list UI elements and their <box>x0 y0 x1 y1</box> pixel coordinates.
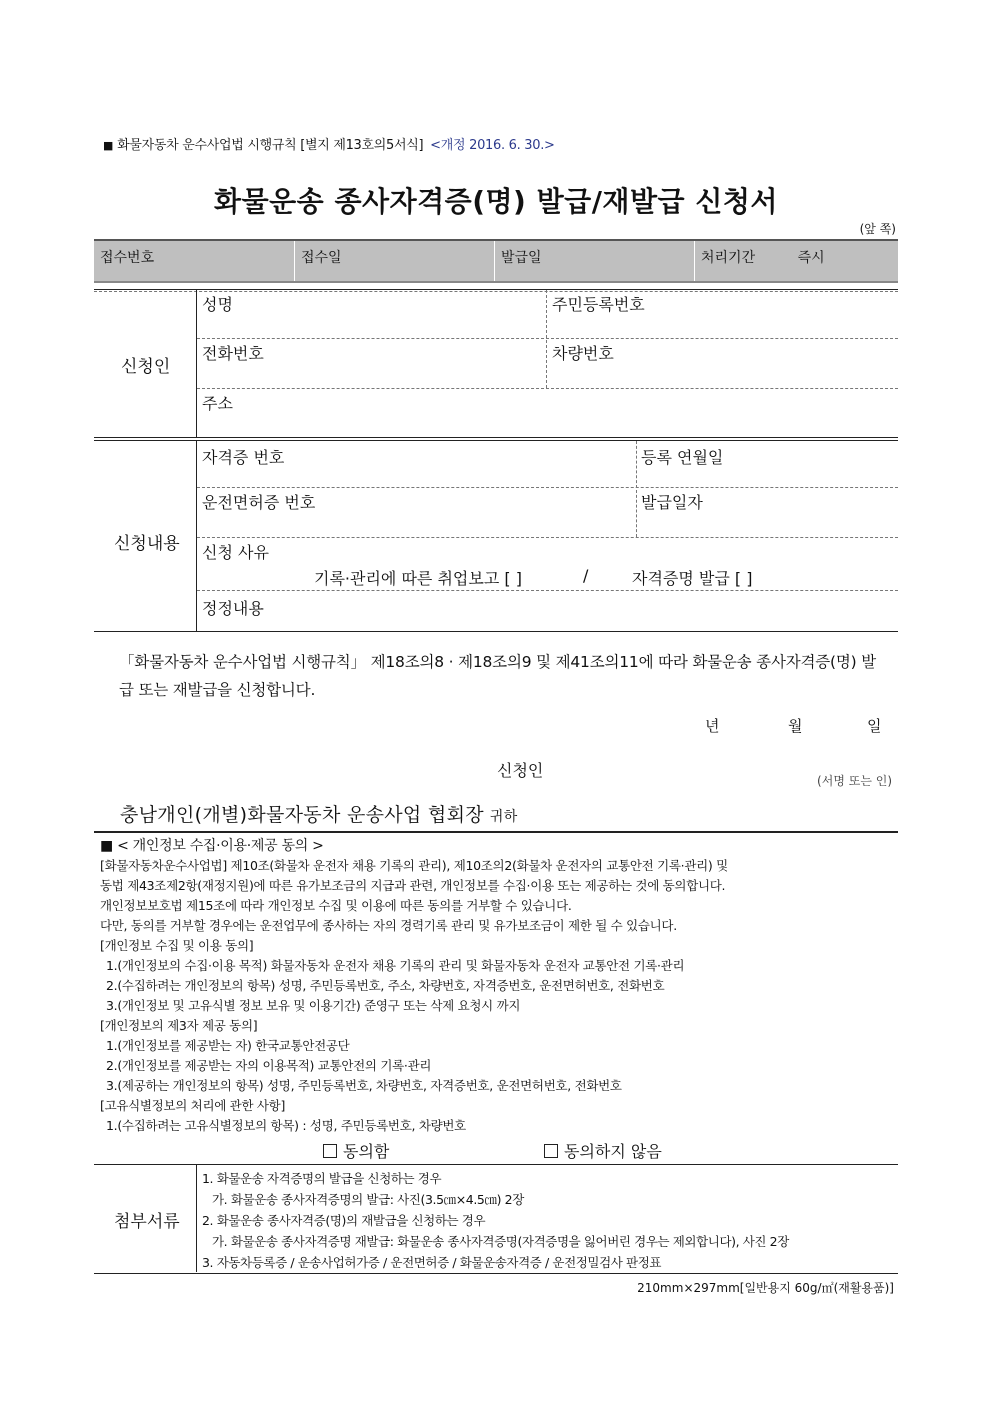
unique-id-item: 1.(수집하려는 고유식별정보의 항목) : 성명, 주민등록번호, 차량번호 <box>106 1118 466 1133</box>
form-header-note <box>103 134 555 153</box>
agree-label: 동의함 <box>343 1142 390 1161</box>
row-divider <box>197 537 898 538</box>
addressee <box>120 800 518 827</box>
issue-date-field[interactable]: 발급일 <box>495 241 695 281</box>
attachment-item: 2. 화물운송 종사자격증(명)의 재발급을 신청하는 경우 <box>202 1213 486 1228</box>
addressee-name: 충남개인(개별)화물자동차 운송사업 협회장 <box>120 804 484 826</box>
attachments-top-border <box>94 1164 898 1165</box>
content-section-label: 신청내용 <box>114 534 180 554</box>
attachment-item: 3. 자동차등록증 / 운송사업허가증 / 운전면허증 / 화물운송자격증 / 운전정밀검사 판정표 <box>202 1255 662 1270</box>
third-party-item: 2.(개인정보를 제공받는 자의 이용목적) 교통안전의 기록·관리 <box>106 1058 432 1073</box>
attachments-divider <box>196 1164 197 1272</box>
attachment-item: 가. 화물운송 종사자격증명 재발급: 화물운송 종사자격증명(자격증명을 잃어버린 경우는 제외합니다), 사진 2장 <box>212 1234 789 1249</box>
header-bullet: ■ <box>103 139 114 152</box>
applicant-col-divider <box>546 290 547 388</box>
license-number-field[interactable]: 운전면허증 번호 <box>202 493 316 512</box>
reason-label: 신청 사유 <box>202 543 269 562</box>
signature-applicant-label: 신청인 <box>497 761 544 780</box>
row-divider <box>197 338 898 339</box>
processing-period-value: 즉시 <box>797 250 825 266</box>
collect-item: 2.(수집하려는 개인정보의 항목) 성명, 주민등록번호, 주소, 차량번호, 자격증번호, 운전면허번호, 전화번호 <box>106 978 665 993</box>
receipt-bar <box>94 239 898 283</box>
certificate-number-field[interactable]: 자격증 번호 <box>202 448 285 467</box>
correction-field[interactable]: 정정내용 <box>202 599 264 618</box>
row-divider <box>197 388 898 389</box>
reason-employment-report-checkbox[interactable]: 기록·관리에 따른 취업보고 [ ] <box>314 569 522 588</box>
issue-date-input[interactable]: 발급일자 <box>641 493 703 512</box>
front-side-label: (앞 쪽) <box>859 222 896 236</box>
third-party-item: 3.(제공하는 개인정보의 항목) 성명, 주민등록번호, 차량번호, 자격증번호, 운전면허번호, 전화번호 <box>106 1078 622 1093</box>
disagree-checkbox[interactable] <box>544 1139 662 1162</box>
registration-date-field[interactable]: 등록 연월일 <box>641 448 724 467</box>
receipt-date[interactable]: 접수일 <box>295 241 495 281</box>
third-party-item: 1.(개인정보를 제공받는 자) 한국교통안전공단 <box>106 1038 350 1053</box>
collect-title: [개인정보 수집 및 이용 동의] <box>100 938 254 953</box>
privacy-consent <box>100 836 900 1136</box>
year-field[interactable]: 년 <box>705 717 720 735</box>
agree-checkbox[interactable] <box>323 1139 389 1162</box>
reason-separator: / <box>583 566 589 585</box>
paper-spec: 210mm×297mm[일반용지 60g/㎡(재활용품)] <box>637 1281 894 1295</box>
attachment-item: 1. 화물운송 자격증명의 발급을 신청하는 경우 <box>202 1171 442 1186</box>
content-divider <box>196 441 197 631</box>
day-field[interactable]: 일 <box>867 717 882 735</box>
name-field[interactable]: 성명 <box>202 295 233 314</box>
signature-field[interactable]: (서명 또는 인) <box>817 774 892 788</box>
law-reference: 화물자동차 운수사업법 시행규칙 [별지 제13호의5서식] <box>117 138 424 153</box>
resident-number-field[interactable]: 주민등록번호 <box>552 295 645 314</box>
applicant-top-border <box>94 289 898 290</box>
content-bottom-border <box>94 631 898 632</box>
applicant-divider <box>196 290 197 437</box>
form-title: 화물운송 종사자격증(명) 발급/재발급 신청서 <box>214 185 778 218</box>
collect-item: 3.(개인정보 및 고유식별 정보 보유 및 이용기간) 준영구 또는 삭제 요청시 까지 <box>106 998 521 1013</box>
reason-cert-issue-checkbox[interactable]: 자격증명 발급 [ ] <box>632 569 753 588</box>
agree-checkbox-box[interactable] <box>323 1144 337 1158</box>
consent-line: [화물자동차운수사업법] 제10조(화물차 운전자 채용 기록의 관리), 제10조의2(화물차 운전자의 교통안전 기록·관리) 및 <box>100 858 728 873</box>
row-divider <box>197 590 898 591</box>
declaration-text: 「화물자동차 운수사업법 시행규칙」 제18조의8 · 제18조의9 및 제41조의11에 따라 화물운송 종사자격증(명) 발급 또는 재발급을 신청합니다. <box>119 653 877 699</box>
section-divider-top <box>94 437 898 438</box>
processing-period <box>695 241 898 281</box>
row-divider <box>197 487 898 488</box>
attachments-label: 첨부서류 <box>114 1212 180 1232</box>
addressee-suffix: 귀하 <box>489 809 518 825</box>
applicant-section-label: 신청인 <box>121 357 171 377</box>
attachments-list <box>202 1168 892 1273</box>
third-party-title: [개인정보의 제3자 제공 동의] <box>100 1018 258 1033</box>
disagree-label: 동의하지 않음 <box>564 1142 662 1161</box>
section-divider-bottom <box>94 440 898 441</box>
unique-id-title: [고유식별정보의 처리에 관한 사항] <box>100 1098 286 1113</box>
processing-period-label: 처리기간 <box>701 250 756 266</box>
revision-date: <개정 2016. 6. 30.> <box>430 138 555 153</box>
address-field[interactable]: 주소 <box>202 394 233 413</box>
consent-line: 다만, 동의를 거부할 경우에는 운전업무에 종사하는 자의 경력기록 관리 및 유가보조금이 제한 될 수 있습니다. <box>100 918 677 933</box>
consent-top-border <box>94 831 898 833</box>
receipt-number[interactable]: 접수번호 <box>94 241 295 281</box>
disagree-checkbox-box[interactable] <box>544 1144 558 1158</box>
collect-item: 1.(개인정보의 수집·이용 목적) 화물자동차 운전자 채용 기록의 관리 및 화물자동차 운전자 교통안전 기록·관리 <box>106 958 685 973</box>
phone-field[interactable]: 전화번호 <box>202 344 264 363</box>
consent-line: 동법 제43조제2항(재정지원)에 따른 유가보조금의 지급과 관련, 개인정보를 수집·이용 또는 제공하는 것에 동의합니다. <box>100 878 726 893</box>
attachments-bottom-border <box>94 1273 898 1274</box>
month-field[interactable]: 월 <box>788 717 803 735</box>
consent-title: ■ < 개인정보 수집·이용·제공 동의 > <box>100 838 324 854</box>
vehicle-number-field[interactable]: 차량번호 <box>552 344 614 363</box>
attachment-item: 가. 화물운송 종사자격증명의 발급: 사진(3.5㎝×4.5㎝) 2장 <box>212 1192 524 1207</box>
content-col-divider <box>636 441 637 537</box>
consent-line: 개인정보보호법 제15조에 따라 개인정보 수집 및 이용에 따른 동의를 거부할 수 있습니다. <box>100 898 572 913</box>
